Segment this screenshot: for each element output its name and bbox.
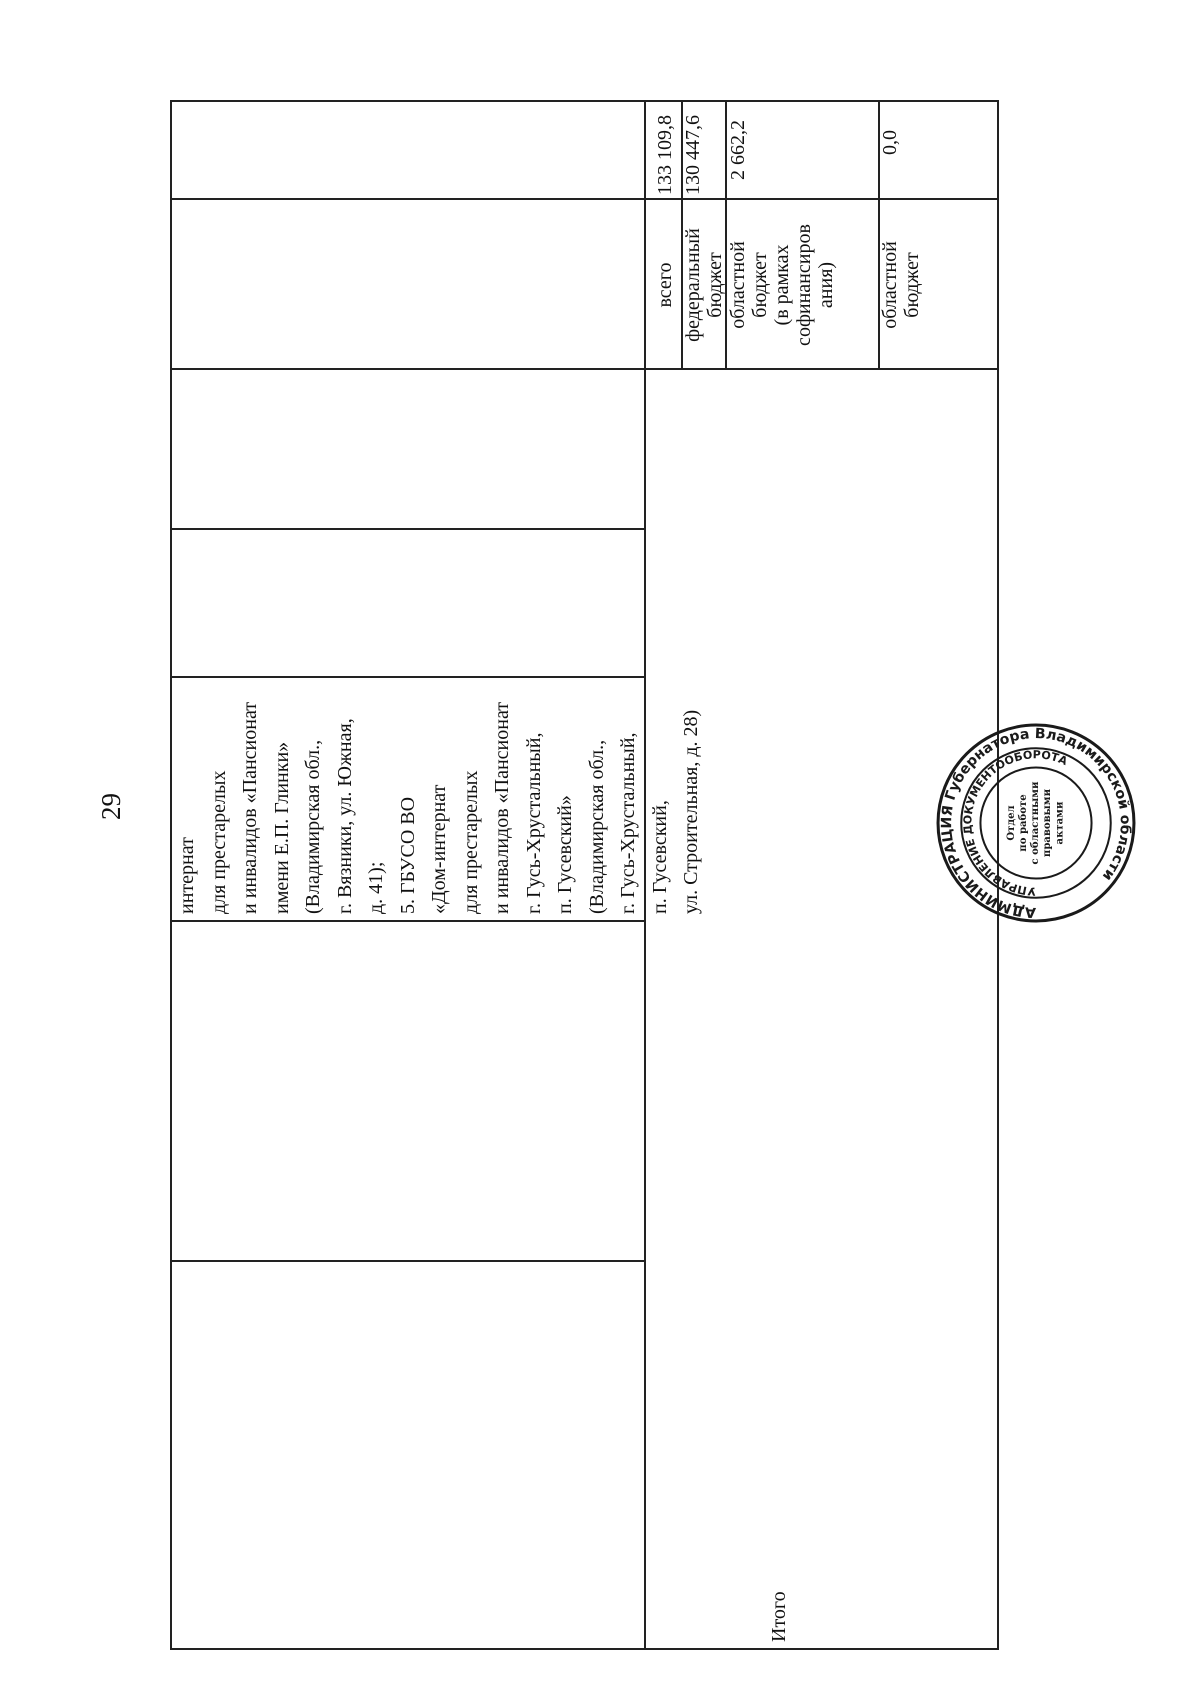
total-label: Итого — [768, 1591, 790, 1642]
facility-address-cell: интернат для престарелых и инвалидов «Пансионат имени Е.П. Глинки» (Владимирская обл., г. Вязники, ул. Южная, д. 41); 5. ГБУСО ВО «Дом-интернат для престарелых и инвалидов «Пансионат г. Гусь-Хрустальный, п. Гусевский» (Владимирская обл., г. Гусь-Хрустальный, п. Гусевский, ул. Строительная, д. 28) — [176, 701, 702, 914]
stamp-center-line: актами — [1054, 801, 1066, 845]
budget-table — [170, 100, 998, 1650]
budget-source-total: всего — [654, 262, 676, 308]
budget-source-regional-cofinancing: областной бюджет (в рамках софинансиров ания) — [727, 224, 837, 346]
document-sheet — [170, 100, 998, 1650]
amount-regional-cofinancing: 2 662,2 — [727, 120, 749, 180]
table-border-left — [170, 1649, 998, 1651]
stamp-center-line: с областными — [1030, 781, 1042, 865]
amount-regional: 0,0 — [879, 130, 901, 155]
page-number: 29 — [96, 793, 126, 820]
table-column-separator — [170, 1261, 644, 1263]
table-border-right — [170, 101, 998, 103]
table-column-separator — [170, 677, 644, 679]
table-column-separator — [170, 369, 998, 371]
stamp-center-line: по работе — [1017, 794, 1029, 852]
stamp-center-line: правовыми — [1042, 788, 1054, 858]
amount-federal: 130 447,6 — [682, 115, 704, 195]
stamp-inner-ring-text: УПРАВЛЕНИЕ ДОКУМЕНТООБОРОТА — [961, 748, 1070, 898]
stamp-center-line: Отдел — [1005, 805, 1017, 841]
budget-source-regional: областной бюджет — [879, 241, 923, 329]
stamp-center-text — [1006, 781, 1065, 864]
table-column-separator — [170, 199, 998, 201]
official-stamp — [935, 722, 1137, 924]
table-column-separator — [170, 529, 644, 531]
amount-total: 133 109,8 — [654, 115, 676, 195]
stamp-outer-text: АДМИНИСТРАЦИЯ Губернатора Владимирской области — [939, 726, 1133, 920]
budget-source-federal: федеральный бюджет — [682, 228, 726, 342]
table-column-separator — [170, 921, 644, 923]
